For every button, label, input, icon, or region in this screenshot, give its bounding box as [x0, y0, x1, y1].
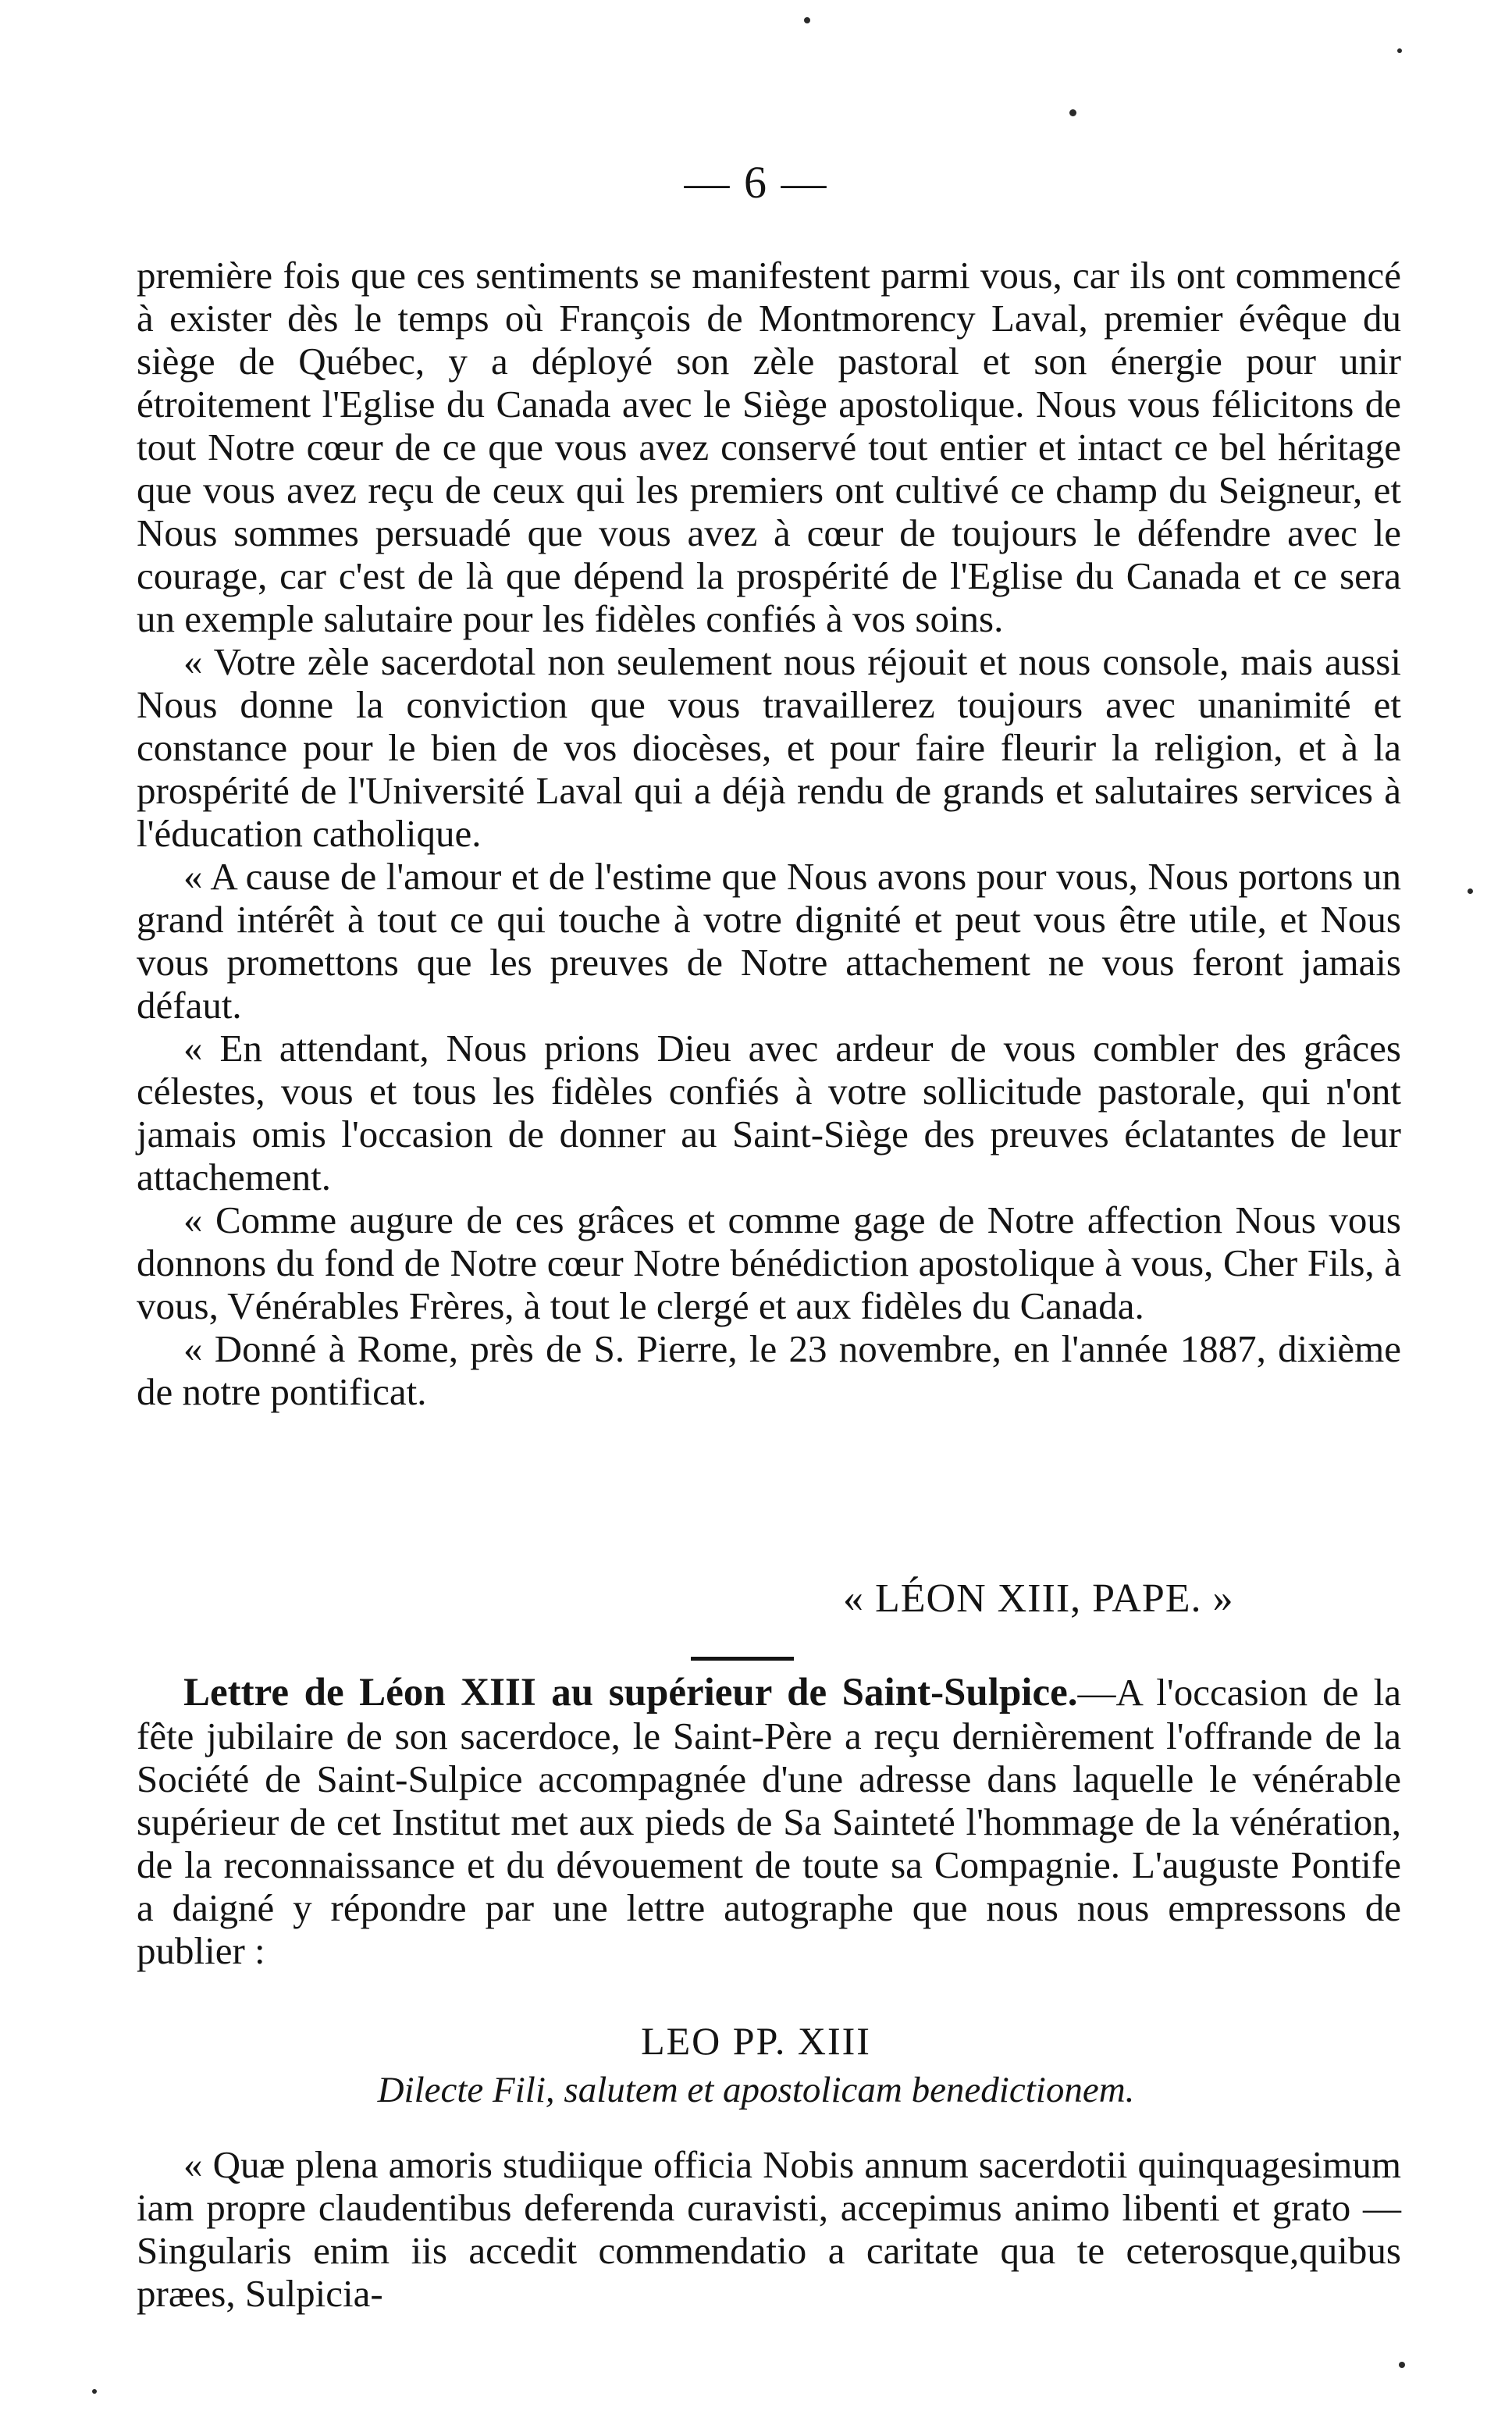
- scan-speck: [1397, 48, 1402, 53]
- latin-letter-body: [137, 2143, 1401, 2315]
- salutation: Dilecte Fili, salutem et apostolicam benedictionem.: [377, 2070, 1135, 2110]
- paragraph: « Comme augure de ces grâces et comme gage de Notre affection Nous vous donnons du fond de Notre cœur Notre bénédiction apostolique à vous, Cher Fils, à vous, Vénérables Frères, à tout le clergé et aux fidèles du Canada.: [137, 1198, 1401, 1327]
- paragraph: « A cause de l'amour et de l'estime que Nous avons pour vous, Nous portons un grand intérêt à tout ce qui touche à votre dignité et peut vous être utile, et Nous vous promettons que les preuves de Notre attachement ne vous feront jamais défaut.: [137, 855, 1401, 1027]
- paragraph: « En attendant, Nous prions Dieu avec ardeur de vous combler des grâces célestes, vous et tous les fidèles confiés à votre sollicitude pastorale, qui n'ont jamais omis l'occasion de donner au Saint-Siège des preuves éclatantes de leur attachement.: [137, 1027, 1401, 1198]
- scan-speck: [1399, 2362, 1405, 2368]
- section-divider: [691, 1657, 794, 1661]
- letter-body: [137, 254, 1401, 1413]
- section-intro-text: —A l'occasion de la fête jubilaire de son sacerdoce, le Saint-Père a reçu dernièrement l'offrande de la Société de Saint-Sulpice accompagnée d'une adresse dans laquelle le vénérable supérieur de cet Institut met aux pieds de Sa Sainteté l'hommage de la vénération, de la reconnaissance et du dévouement de toute sa Compagnie. L'auguste Pontife a daigné y répondre par une lettre autographe que nous nous empressons de publier :: [137, 1671, 1401, 1972]
- signature: « LÉON XIII, PAPE. »: [843, 1576, 1234, 1621]
- scan-speck: [1468, 888, 1473, 894]
- scan-speck: [804, 17, 810, 23]
- paragraph: « Quæ plena amoris studiique officia Nobis annum sacerdotii quinquagesimum iam propre claudentibus deferenda curavisti, accepimus animo libenti et grato — Singularis enim iis accedit commendatio a caritate qua te ceterosque,quibus præes, Sulpicia-: [137, 2143, 1401, 2315]
- section-intro: [137, 1671, 1401, 1972]
- letter-title: LEO PP. XIII: [641, 2019, 871, 2063]
- paragraph: première fois que ces sentiments se manifestent parmi vous, car ils ont commencé à exister dès le temps où François de Montmorency Laval, premier évêque du siège de Québec, y a déployé son zèle pastoral et son énergie pour unir étroitement l'Eglise du Canada avec le Siège apostolique. Nous vous félicitons de tout Notre cœur de ce que vous avez conservé tout entier et intact ce bel héritage que vous avez reçu de ceux qui les premiers ont cultivé ce champ du Seigneur, et Nous sommes persuadé que vous avez à cœur de toujours le défendre avec le courage, car c'est de là que dépend la prospérité de l'Eglise du Canada et ce sera un exemple salutaire pour les fidèles confiés à vos soins.: [137, 254, 1401, 640]
- page-number: — 6 —: [684, 157, 828, 208]
- paragraph: « Votre zèle sacerdotal non seulement nous réjouit et nous console, mais aussi Nous donne la conviction que vous travaillerez toujours avec unanimité et constance pour le bien de vos diocèses, et pour faire fleurir la religion, et à la prospérité de l'Université Laval qui a déjà rendu de grands et salutaires services à l'éducation catholique.: [137, 640, 1401, 855]
- scan-speck: [92, 2389, 97, 2394]
- section-heading: Lettre de Léon XIII au supérieur de Saint-Sulpice.: [183, 1671, 1078, 1715]
- scan-speck: [1069, 109, 1076, 116]
- paragraph: « Donné à Rome, près de S. Pierre, le 23 novembre, en l'année 1887, dixième de notre pontificat.: [137, 1327, 1401, 1413]
- section-paragraph: [137, 1671, 1401, 1972]
